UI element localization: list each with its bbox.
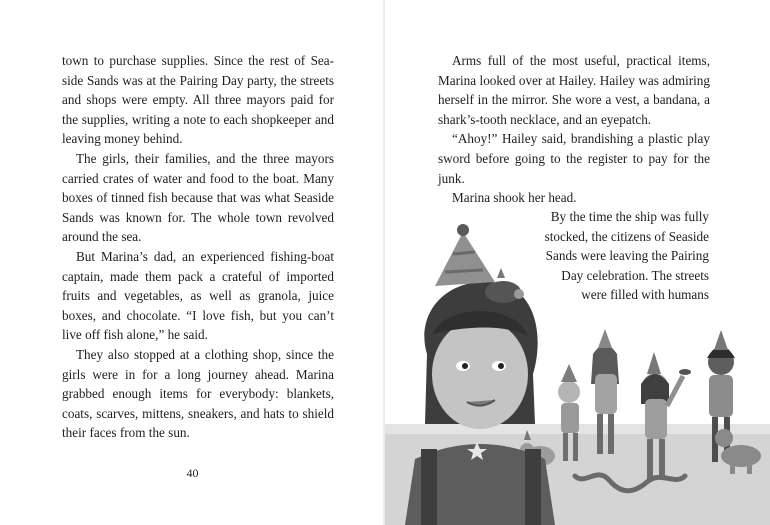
paragraph: Marina shook her head. [452,190,577,206]
right-page [385,0,770,525]
left-page-text [62,51,334,443]
paragraph: The girls, their families, and the three mayors carried crates of water and food to the boat. Many boxes of tinned fish because that was what Seaside Sands was known for. The whole town revolved around the sea. [62,150,334,245]
paragraph: Arms full of the most useful, practical items, Marina looked over at Hailey. Hailey was admiring herself in the mirror. She wore a vest, a bandana, a shark’s-tooth necklace, and an eyepatch. [438,53,710,127]
party-hat [435,232,495,286]
paragraph: But Marina’s dad, an experienced fishing-boat captain, made them pack a crateful of imported fruits and vegetables, as well as granola, juice boxes, and chocolate. “I love fish, but you can’t live off fish alone,” he said. [62,248,334,343]
overall-strap [421,449,437,525]
text-line: stocked, the citizens of Seaside [544,228,709,244]
paragraph: They also stopped at a clothing shop, since the girls were in for a long journey ahead. Marina grabbed enough items for everybody: blankets, coats, scarves, mittens, sneakers, and hats to shield their faces from the sun. [62,346,334,441]
paragraph: town to purchase supplies. Since the rest of Sea-side Sands was at the Pairing Day party, the streets and shops were empty. All three mayors paid for the supplies, writing a note to each shopkeeper and leaving money behind. [62,53,334,147]
party-scene-illustration [385,224,770,525]
page-number: 40 [186,466,199,480]
hedgehog [485,268,524,303]
right-page-text [438,51,710,208]
text-line: Day celebration. The streets [561,267,709,283]
text-line: were filled with humans [581,287,709,303]
marina-character [405,224,555,525]
paragraph: “Ahoy!” Hailey said, brandishing a plastic play sword before going to the register to pay for the junk. [438,131,710,186]
text-line: By the time the ship was fully [550,209,709,224]
text-line: Sands were leaving the Pairing [545,248,709,264]
marina-face [432,319,528,429]
